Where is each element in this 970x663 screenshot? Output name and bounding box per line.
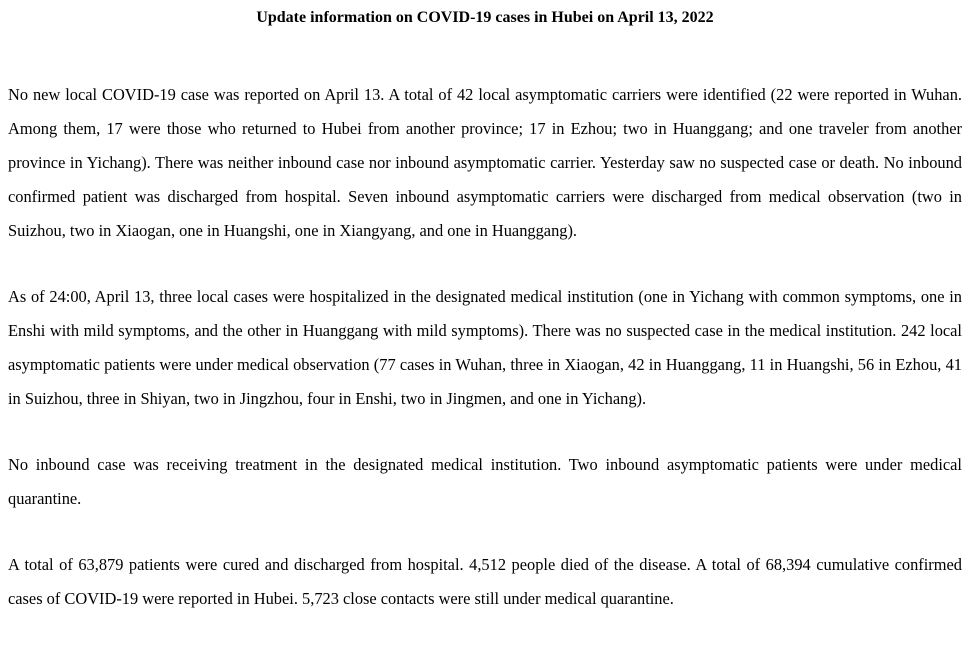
paragraph-local-cases: No new local COVID-19 case was reported on April 13. A total of 42 local asymptomatic carriers were identified (22 were reported in Wuhan. Among them, 17 were those who returned to Hubei from another province; 17 in Ezhou; two in Huanggang; and one traveler from another province in Yichang). There was neither inbound case nor inbound asymptomatic carrier. Yesterday saw no suspected case or death. No inbound confirmed patient was discharged from hospital. Seven inbound asymptomatic carriers were discharged from medical observation (two in Suizhou, two in Xiaogan, one in Huangshi, one in Xiangyang, and one in Huanggang). xyxy=(8,85,962,240)
document-title: Update information on COVID-19 cases in Hubei on April 13, 2022 xyxy=(256,9,714,26)
paragraph-hospitalized-cases: As of 24:00, April 13, three local cases were hospitalized in the designated medical institution (one in Yichang with common symptoms, one in Enshi with mild symptoms, and the other in Huanggang with mild symptoms). There was no suspected case in the medical institution. 242 local asymptomatic patients were under medical observation (77 cases in Wuhan, three in Xiaogan, 42 in Huanggang, 11 in Huangshi, 56 in Ezhou, 41 in Suizhou, three in Shiyan, two in Jingzhou, four in Enshi, two in Jingmen, and one in Yichang). xyxy=(8,287,962,408)
paragraph-cumulative-totals: A total of 63,879 patients were cured and discharged from hospital. 4,512 people died of the disease. A total of 68,394 cumulative confirmed cases of COVID-19 were reported in Hubei. 5,723 close contacts were still under medical quarantine. xyxy=(8,555,962,608)
paragraph-inbound-cases: No inbound case was receiving treatment in the designated medical institution. Two inbound asymptomatic patients were under medical quarantine. xyxy=(8,455,962,508)
